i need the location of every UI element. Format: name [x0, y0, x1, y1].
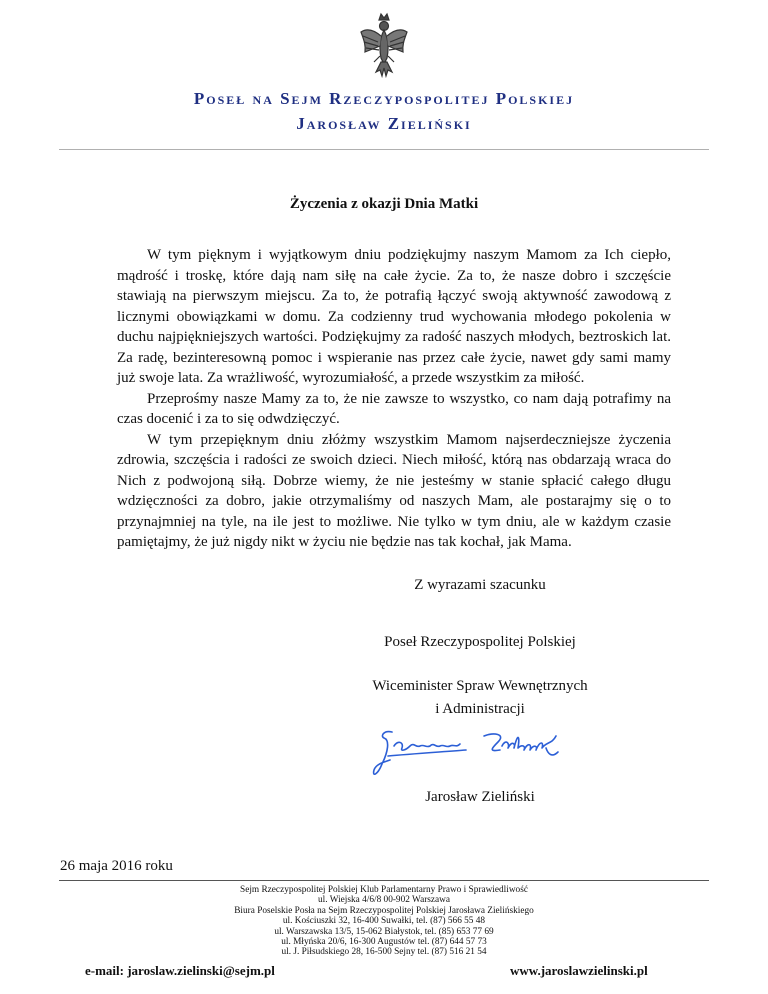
header-title-line1: Poseł na Sejm Rzeczypospolitej Polskiej	[193, 89, 575, 108]
signer-name: Jarosław Zieliński	[425, 789, 535, 805]
handwritten-signature	[370, 722, 590, 784]
footer-website: www.jaroslawzielinski.pl	[510, 963, 648, 978]
polish-eagle-icon	[358, 10, 410, 84]
document-title: Życzenia z okazji Dnia Matki	[289, 196, 479, 212]
header-divider	[59, 149, 709, 150]
footer-divider	[59, 880, 709, 881]
paragraph-3: W tym przepięknym dniu złóżmy wszystkim Mamom najserdeczniejsze życzenia zdrowia, szczęścia i radości ze swoich dzieci. Niech miłość, którą nas obdarzają wraca do Nich z podwojoną siłą. Dobrze wiemy, że nie jesteśmy w stanie spłacić całego długu wdzięczności za dobro, jakie otrzymaliśmy od naszych Mam, ale postarajmy się o to przynajmniej na tyle, na ile jest to możliwe. Nie tylko w tym dniu, ale w każdym czasie pamiętajmy, że już nigdy nikt w życiu nie będzie nas tak kochał, jak Mama.	[117, 431, 671, 550]
letter-body	[117, 245, 671, 553]
header-title-line2: Jarosław Zieliński	[296, 114, 472, 133]
footer-line: ul. Warszawska 13/5, 15-062 Białystok, tel. (85) 653 77 69	[274, 926, 494, 937]
footer-line: ul. J. Piłsudskiego 28, 16-500 Sejny tel. (87) 516 21 54	[281, 947, 487, 958]
footer-line: Sejm Rzeczypospolitej Polskiej Klub Parlamentarny Prawo i Sprawiedliwość	[240, 885, 528, 895]
paragraph-1: W tym pięknym i wyjątkowym dniu podziękujmy naszym Mamom za Ich ciepło, mądrość i troskę, które dają nam siłę na całe życie. Za to, że nasze dobro i szczęście stawiają na pierwszym miejscu. Za to, że potrafią łączyć swoją aktywność zawodową z licznymi obowiązkami w domu. Za codzienny trud wychowania młodego pokolenia w duchu najpiękniejszych wartości. Podziękujmy za radość naszych młodych, beztroskich lat. Za radę, bezinteresowną pomoc i wspieranie nas przez całe życie, nawet gdy sami mamy już swoje lata. Za wrażliwość, wyrozumiałość, a przede wszystkim za miłość.	[117, 247, 671, 386]
footer-line: ul. Młyńska 20/6, 16-300 Augustów tel. (87) 644 57 73	[281, 937, 487, 948]
document-date: 26 maja 2016 roku	[60, 858, 173, 874]
signer-role-2: Wiceminister Spraw Wewnętrznych	[372, 678, 588, 694]
footer-email: e-mail: jaroslaw.zielinski@sejm.pl	[85, 963, 275, 978]
footer-addresses	[0, 885, 768, 958]
signer-role-3: i Administracji	[435, 701, 525, 717]
closing-regards: Z wyrazami szacunku	[414, 577, 546, 593]
footer-line: Biura Poselskie Posła na Sejm Rzeczypospolitej Polskiej Jarosława Zielińskiego	[234, 905, 534, 916]
footer-line: ul. Wiejska 4/6/8 00-902 Warszawa	[317, 895, 451, 906]
paragraph-2: Przeprośmy nasze Mamy za to, że nie zawsze to wszystko, co nam dają potrafimy na czas docenić i za to się odwdzięczyć.	[117, 390, 671, 427]
footer-line: ul. Kościuszki 32, 16-400 Suwałki, tel. (87) 566 55 48	[282, 916, 486, 927]
signer-role-1: Poseł Rzeczypospolitej Polskiej	[384, 634, 576, 650]
